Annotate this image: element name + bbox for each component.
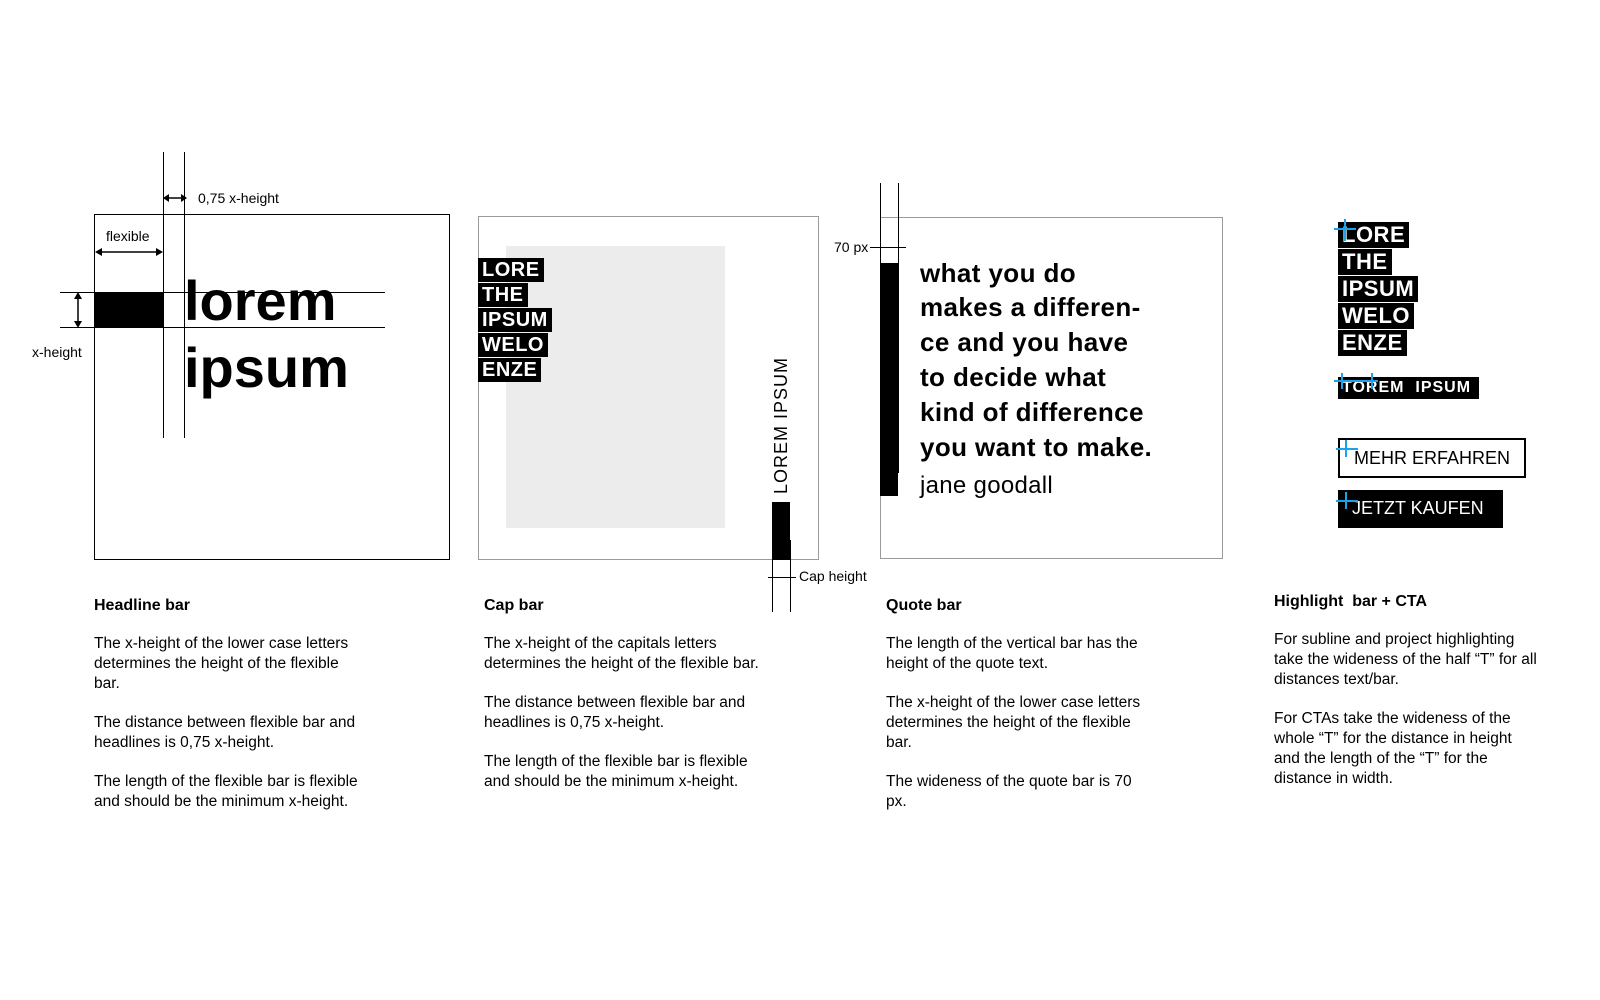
flexible-arrow-icon — [94, 245, 164, 259]
description-paragraph: For CTAs take the wideness of the whole “T” for the distance in height and the length of the “T” for the distance in width. — [1274, 710, 1512, 787]
cap-bar-title: Cap bar — [484, 597, 544, 614]
x-height-arrow-icon — [71, 291, 85, 329]
description-paragraph: The distance between flexible bar and headlines is 0,75 x-height. — [484, 694, 746, 731]
cap-height-annotation: Cap height — [799, 568, 867, 584]
guide-line — [870, 247, 906, 248]
headline-bar-title: Headline bar — [94, 597, 191, 614]
description-paragraph: The length of the vertical bar has the height of the quote text. — [886, 635, 1138, 672]
description-paragraph: The distance between flexible bar and headlines is 0,75 x-height. — [94, 714, 356, 751]
stack-word: ENZE — [478, 358, 541, 382]
stack-word: IPSUM — [1338, 276, 1418, 302]
jetzt-kaufen-button[interactable]: JETZT KAUFEN — [1338, 490, 1503, 528]
quote-bar — [880, 263, 898, 496]
cap-word-stack — [478, 258, 552, 382]
description-paragraph: The x-height of the lower case letters determines the height of the flexible bar. — [886, 694, 1141, 751]
spacing-arrow-icon — [160, 191, 190, 205]
highlight-cta-description — [1274, 630, 1539, 808]
quote-line: kind of difference — [920, 397, 1144, 427]
t-guide-icon — [1332, 371, 1380, 391]
quote-line: you want to make. — [920, 432, 1153, 462]
quote-line: ce and you have — [920, 327, 1129, 357]
stack-word: ENZE — [1338, 330, 1407, 356]
quote-author: jane goodall — [920, 472, 1054, 499]
spacing-annotation: 0,75 x-height — [198, 190, 279, 206]
t-guide-icon — [1334, 490, 1360, 510]
guide-line — [898, 183, 899, 473]
quote-line: makes a differen- — [920, 292, 1141, 322]
quote-bar-description — [886, 634, 1146, 831]
guide-line — [790, 540, 791, 612]
guide-line — [772, 540, 773, 612]
description-paragraph: For subline and project highlighting take the wideness of the half “T” for all distances text/bar. — [1274, 631, 1537, 688]
cap-bar — [772, 502, 790, 560]
flexible-annotation: flexible — [106, 228, 150, 244]
quote-px-annotation: 70 px — [834, 239, 869, 255]
description-paragraph: The length of the flexible bar is flexible and should be the minimum x-height. — [94, 773, 358, 810]
stack-word: LORE — [478, 258, 544, 282]
stack-word: WELO — [1338, 303, 1414, 329]
headline-sample-line-1: lorem — [184, 269, 337, 332]
quote-bar-title: Quote bar — [886, 597, 962, 614]
guide-line — [768, 577, 796, 578]
stack-word: THE — [1338, 249, 1392, 275]
stack-word: WELO — [478, 333, 548, 357]
stack-word: THE — [478, 283, 528, 307]
subline-highlight-bar: TOREM IPSUM — [1338, 377, 1479, 399]
stack-word: IPSUM — [478, 308, 552, 332]
cap-vertical-label: LOREM IPSUM — [771, 356, 791, 494]
t-guide-icon — [1332, 217, 1358, 243]
headline-sample-line-2: ipsum — [184, 336, 349, 399]
quote-line: what you do — [920, 258, 1077, 288]
cap-bar-description — [484, 634, 759, 811]
quote-line: to decide what — [920, 362, 1107, 392]
highlight-cta-title: Highlight bar + CTA — [1274, 593, 1428, 610]
description-paragraph: The wideness of the quote bar is 70 px. — [886, 773, 1132, 810]
description-paragraph: The x-height of the capitals letters determines the height of the flexible bar. — [484, 635, 759, 672]
mehr-erfahren-button[interactable]: MEHR ERFAHREN — [1338, 438, 1526, 478]
t-guide-icon — [1334, 438, 1360, 458]
headline-flexible-bar — [94, 292, 163, 327]
x-height-annotation: x-height — [32, 344, 82, 360]
description-paragraph: The length of the flexible bar is flexible and should be the minimum x-height. — [484, 753, 748, 790]
description-paragraph: The x-height of the lower case letters determines the height of the flexible bar. — [94, 635, 349, 692]
headline-bar-description — [94, 634, 364, 831]
stack-word: LORE — [1338, 222, 1409, 248]
